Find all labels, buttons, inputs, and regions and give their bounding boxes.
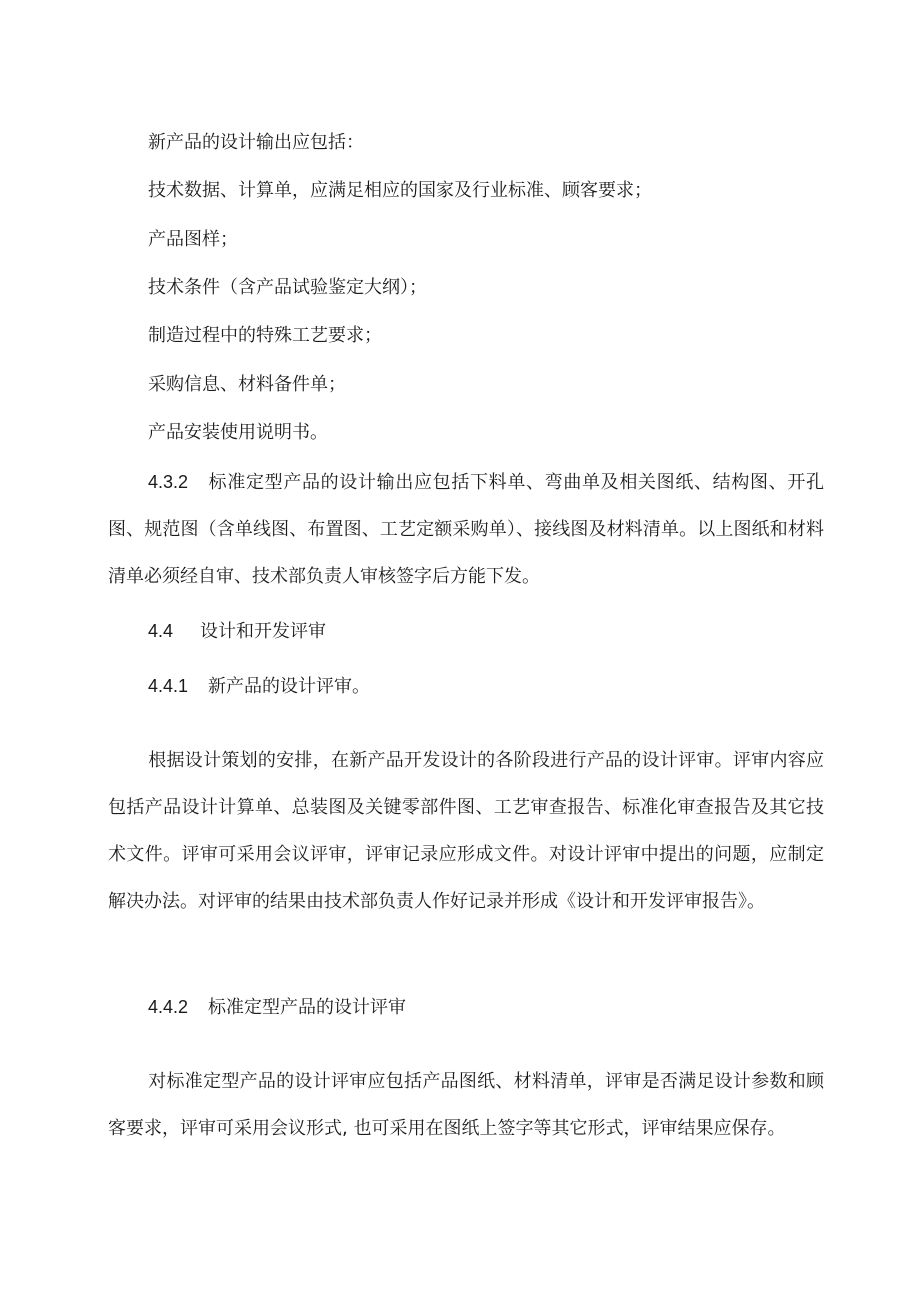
section-number: 4.3.2 xyxy=(148,472,189,492)
list-item: 制造过程中的特殊工艺要求； xyxy=(148,325,382,346)
list-item: 新产品的设计输出应包括： xyxy=(148,132,364,153)
section-number: 4.4.1 xyxy=(148,676,189,696)
section-4-4-1-heading xyxy=(148,675,370,698)
section-4-3-2-paragraph xyxy=(108,459,824,600)
section-title: 设计和开发评审 xyxy=(200,621,326,642)
section-title: 标准定型产品的设计评审 xyxy=(208,997,406,1018)
section-4-4-2-heading xyxy=(148,996,406,1019)
section-title: 新产品的设计评审。 xyxy=(208,676,370,697)
list-item: 技术条件（含产品试验鉴定大纲）； xyxy=(148,277,427,298)
section-4-4-heading xyxy=(148,620,326,643)
section-number: 4.4.2 xyxy=(148,997,189,1017)
list-item: 产品图样； xyxy=(148,229,238,250)
section-number: 4.4 xyxy=(148,621,174,641)
section-4-4-2-body xyxy=(108,1058,824,1152)
list-item: 技术数据、计算单，应满足相应的国家及行业标准、顾客要求； xyxy=(148,180,652,201)
section-4-4-1-body xyxy=(108,737,824,925)
paragraph-text: 对标准定型产品的设计评审应包括产品图纸、材料清单，评审是否满足设计参数和顾客要求，评审可采用会议形式, 也可采用在图纸上签字等其它形式，评审结果应保存。 xyxy=(108,1071,824,1139)
list-item: 采购信息、材料备件单； xyxy=(148,374,346,395)
paragraph-text: 根据设计策划的安排，在新产品开发设计的各阶段进行产品的设计评审。评审内容应包括产品设计计算单、总装图及关键零部件图、工艺审查报告、标准化审查报告及其它技术文件。评审可采用会议评审，评审记录应形成文件。对设计评审中提出的问题，应制定解决办法。对评审的结果由技术部负责人作好记录并形成《设计和开发评审报告》。 xyxy=(108,750,824,912)
section-text: 标准定型产品的设计输出应包括下料单、弯曲单及相关图纸、结构图、开孔图、规范图（含单线图、布置图、工艺定额采购单）、接线图及材料清单。以上图纸和材料清单必须经自审、技术部负责人审核签字后方能下发。 xyxy=(108,472,824,587)
list-item: 产品安装使用说明书。 xyxy=(148,422,328,443)
